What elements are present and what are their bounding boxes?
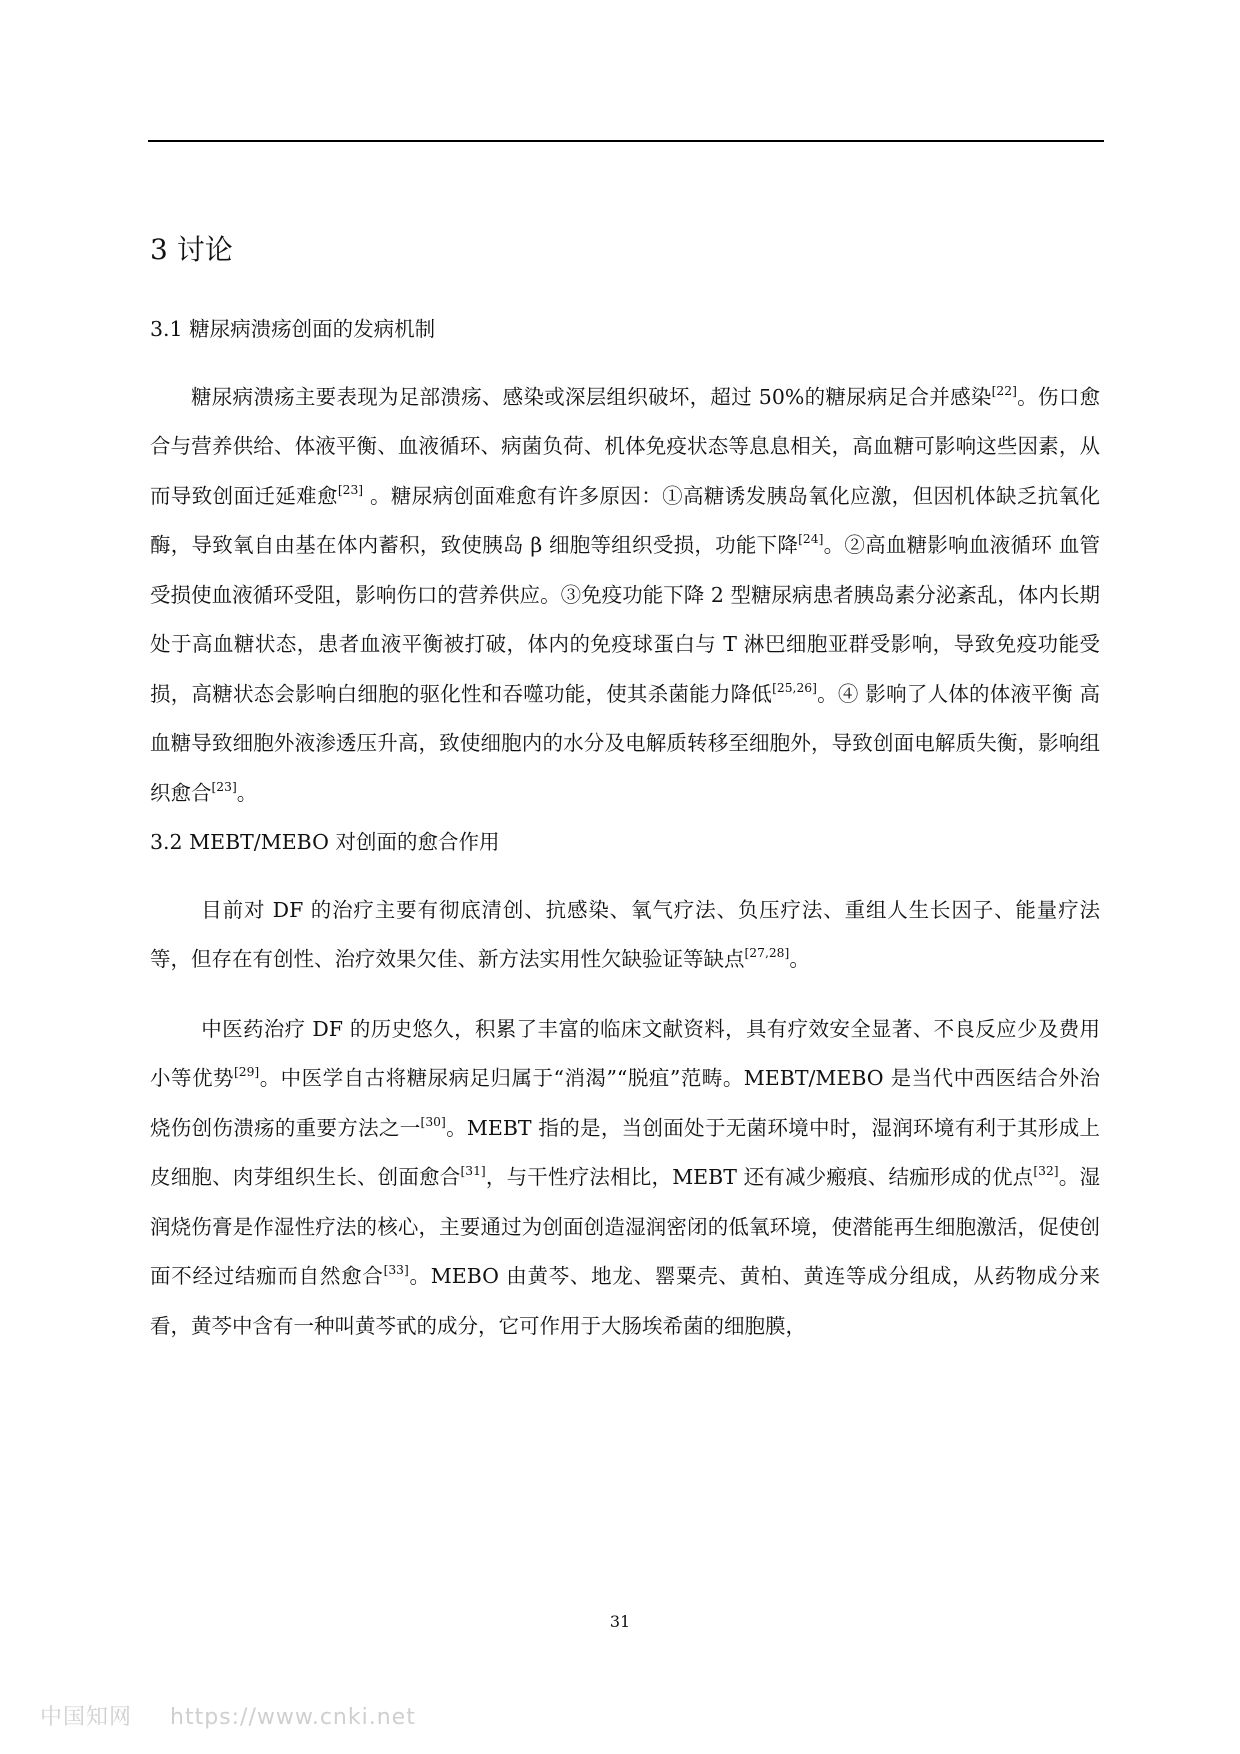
citation: [27,28] xyxy=(744,946,790,961)
citation: [24] xyxy=(798,531,824,546)
paragraph xyxy=(150,373,1100,819)
text-run: 。中医学自古将糖尿病足归属于“消渴”“脱疽”范畴。MEBT/MEBO 是当代中西医结合外治烧伤创伤溃疡的重要方法之一 xyxy=(150,1066,1100,1140)
text-run: 。 xyxy=(236,780,258,805)
section-3-1 xyxy=(150,317,1100,818)
paragraph xyxy=(150,886,1100,985)
text-run: 。糖尿病创面难愈有许多原因：①高糖诱发胰岛氧化应激，但因机体缺乏抗氧化酶，导致氧自由基在体内蓄积，致使胰岛 β 细胞等组织受损，功能下降 xyxy=(150,483,1101,558)
section-3-2 xyxy=(150,830,1100,1351)
page-body xyxy=(150,232,1100,1351)
cnki-watermark xyxy=(40,1700,454,1731)
header-rule xyxy=(148,140,1104,142)
watermark-url: https://www.cnki.net xyxy=(170,1705,416,1730)
section-title: 3.2 MEBT/MEBO 对创面的愈合作用 xyxy=(150,830,500,855)
text-run: 。湿润烧伤膏是作湿性疗法的核心，主要通过为创面创造湿润密闭的低氧环境，使潜能再生细胞激活，促使创面不经过结痂而自然愈合 xyxy=(150,1165,1101,1289)
text-run: 。④ 影响了人体的体液平衡 高血糖导致细胞外液渗透压升高，致使细胞内的水分及电解质转移至细胞外，导致创面电解质失衡，影响组织愈合 xyxy=(150,681,1100,805)
citation: [29] xyxy=(233,1065,260,1080)
citation: [23] xyxy=(211,779,237,794)
citation: [22] xyxy=(991,383,1017,398)
text-run: 中医药治疗 DF 的历史悠久，积累了丰富的临床文献资料，具有疗效安全显著、不良反应少及费用小等优势 xyxy=(150,1016,1100,1091)
text-run: 。MEBT 指的是，当创面处于无菌环境中时，湿润环境有利于其形成上皮细胞、肉芽组织生长、创面愈合 xyxy=(150,1115,1101,1190)
text-run: 。MEBO 由黄芩、地龙、罂粟壳、黄柏、黄连等成分组成，从药物成分来看，黄芩中含有一种叫黄芩甙的成分，它可作用于大肠埃希菌的细胞膜， xyxy=(150,1264,1100,1338)
paragraph xyxy=(150,1005,1100,1352)
chapter-heading: 3 讨论 xyxy=(150,233,233,266)
citation: [32] xyxy=(1033,1164,1059,1179)
section-title: 3.1 糖尿病溃疡创面的发病机制 xyxy=(150,317,436,341)
text-run: 。②高血糖影响血液循环 血管受损使血液循环受阻，影响伤口的营养供应。③免疫功能下降 2 型糖尿病患者胰岛素分泌紊乱，体内长期处于高血糖状态，患者血液平衡被打破，体内的免疫球蛋白与 T 淋巴细胞亚群受影响，导致免疫功能受损，高糖状态会影响白细胞的驱化性和吞噬功能，使其杀菌能力降低 xyxy=(150,533,1100,706)
text-run: 。伤口愈合与营养供给、体液平衡、血液循环、病菌负荷、机体免疫状态等息息相关，高血糖可影响这些因素，从而导致创面迁延难愈 xyxy=(150,384,1100,508)
citation: [33] xyxy=(383,1263,409,1278)
citation: [31] xyxy=(460,1164,486,1179)
text-run: 。 xyxy=(789,947,810,972)
citation: [30] xyxy=(420,1114,446,1129)
citation: [23] xyxy=(337,482,364,497)
text-run: ，与干性疗法相比，MEBT 还有减少瘢痕、结痂形成的优点 xyxy=(485,1165,1034,1190)
page-number: 31 xyxy=(609,1612,631,1631)
citation: [25,26] xyxy=(772,680,817,695)
watermark-brand: 中国知网 xyxy=(40,1705,133,1730)
text-run: 目前对 DF 的治疗主要有彻底清创、抗感染、氧气疗法、负压疗法、重组人生长因子、能量疗法等，但存在有创性、治疗效果欠佳、新方法实用性欠缺验证等缺点 xyxy=(150,897,1100,972)
text-run: 糖尿病溃疡主要表现为足部溃疡、感染或深层组织破坏，超过 50%的糖尿病足合并感染 xyxy=(191,384,992,409)
